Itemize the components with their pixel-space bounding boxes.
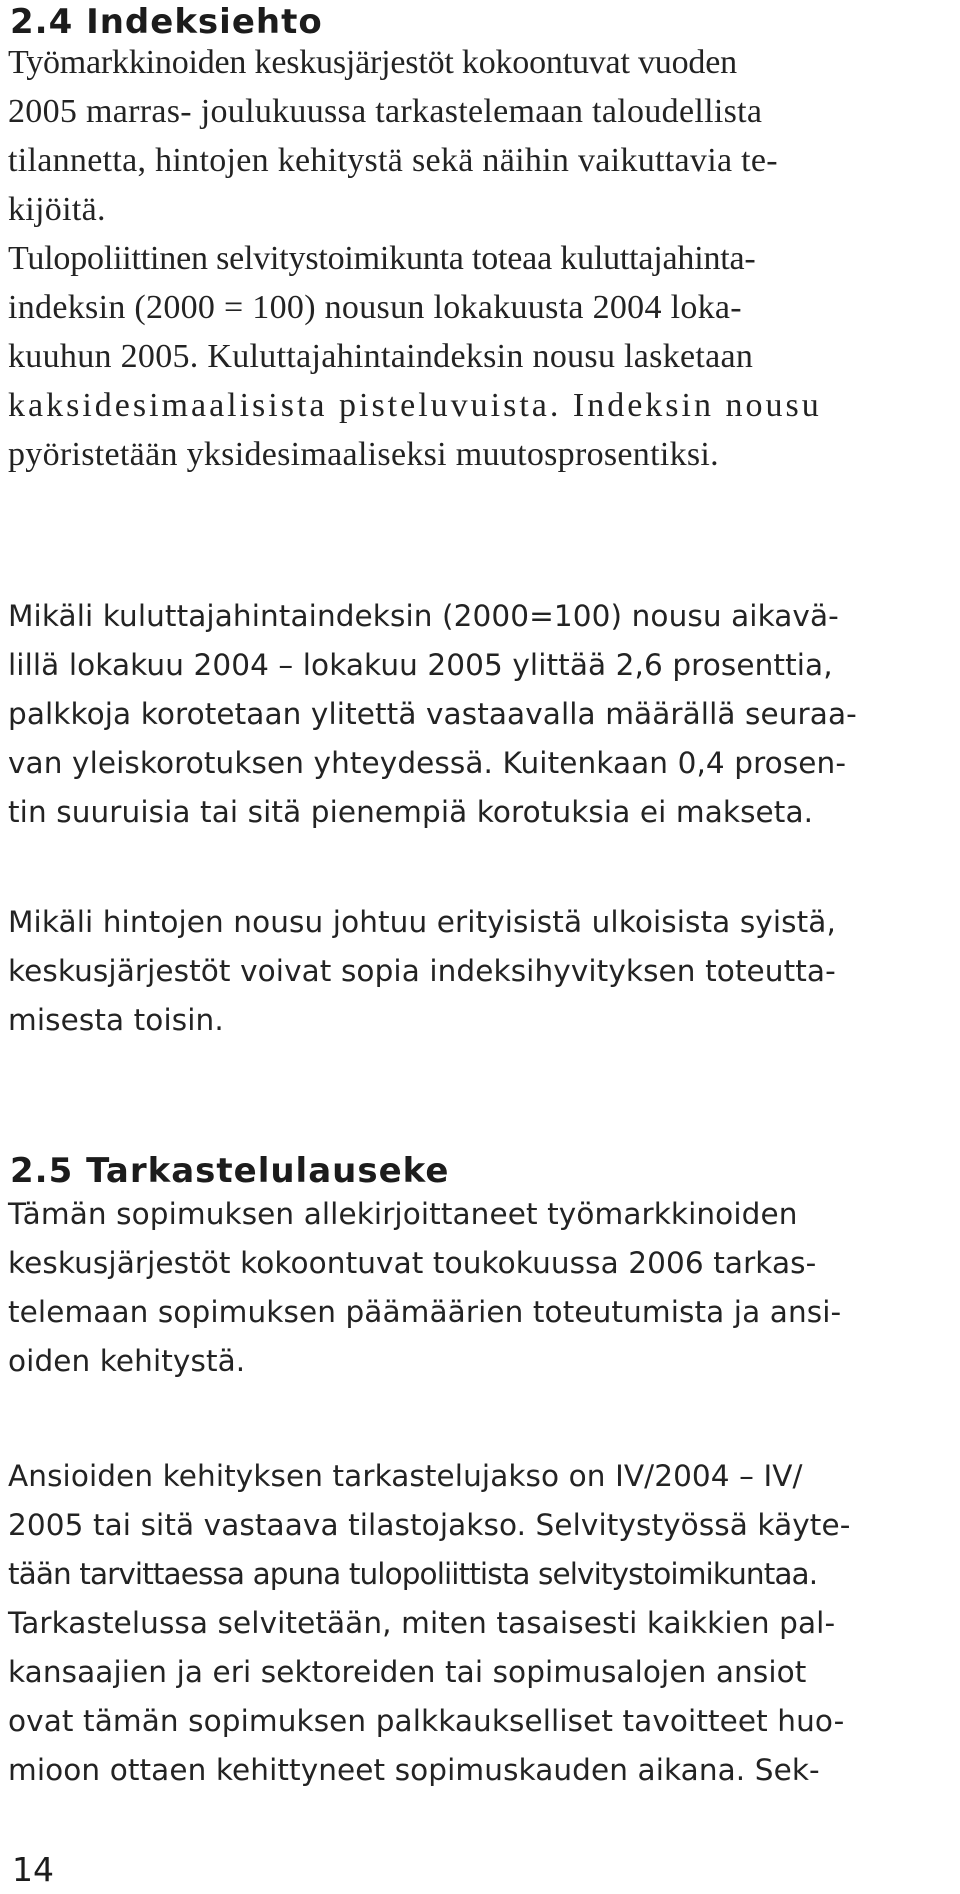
paragraph-line: mioon ottaen kehittyneet sopimuskauden aikana. Sek- — [8, 1753, 820, 1787]
paragraph-line: Tämän sopimuksen allekirjoittaneet työmarkkinoiden — [8, 1197, 798, 1231]
paragraph-6 — [8, 1452, 952, 1795]
paragraph-line: lillä lokakuu 2004 – lokakuu 2005 ylittää 2,6 prosenttia, — [8, 648, 833, 682]
paragraph-line: keskusjärjestöt voivat sopia indeksihyvityksen toteutta- — [8, 954, 836, 988]
paragraph-line: indeksin (2000 = 100) nousun lokakuusta 2004 loka- — [8, 289, 742, 326]
paragraph-line: kijöitä. — [8, 191, 106, 228]
section-heading-2-5: 2.5 Tarkastelulauseke — [10, 1151, 450, 1191]
paragraph-line: kaksidesimaalisista pisteluvuista. Indeksin nousu — [8, 387, 822, 424]
paragraph-line: pyöristetään yksidesimaaliseksi muutosprosentiksi. — [8, 436, 719, 473]
paragraph-line: tään tarvittaessa apuna tulopoliittista selvitystoimikuntaa. — [8, 1557, 818, 1591]
paragraph-1 — [8, 38, 952, 234]
paragraph-line: telemaan sopimuksen päämäärien toteutumista ja ansi- — [8, 1295, 842, 1329]
paragraph-5 — [8, 1190, 952, 1386]
paragraph-line: Mikäli kuluttajahintaindeksin (2000=100) nousu aikavä- — [8, 599, 839, 633]
paragraph-line: oiden kehitystä. — [8, 1344, 246, 1378]
paragraph-line: palkkoja korotetaan ylitettä vastaavalla määrällä seuraa- — [8, 697, 857, 731]
paragraph-2 — [8, 234, 952, 479]
page-number: 14 — [12, 1850, 54, 1889]
paragraph-4 — [8, 898, 952, 1045]
paragraph-line: Mikäli hintojen nousu johtuu erityisistä ulkoisista syistä, — [8, 905, 836, 939]
paragraph-line: van yleiskorotuksen yhteydessä. Kuitenkaan 0,4 prosen- — [8, 746, 847, 780]
paragraph-line: tin suuruisia tai sitä pienempiä korotuksia ei makseta. — [8, 795, 814, 829]
paragraph-3 — [8, 592, 952, 837]
paragraph-line: Tulopoliittinen selvitystoimikunta toteaa kuluttajahinta- — [8, 240, 756, 277]
paragraph-line: keskusjärjestöt kokoontuvat toukokuussa 2006 tarkas- — [8, 1246, 817, 1280]
paragraph-line: 2005 marras- joulukuussa tarkastelemaan taloudellista — [8, 93, 763, 130]
paragraph-line: tilannetta, hintojen kehitystä sekä näihin vaikuttavia te- — [8, 142, 778, 179]
section-heading-2-4: 2.4 Indeksiehto — [10, 2, 323, 42]
paragraph-line: kuuhun 2005. Kuluttajahintaindeksin nousu lasketaan — [8, 338, 754, 375]
paragraph-line: Tarkastelussa selvitetään, miten tasaisesti kaikkien pal- — [8, 1606, 836, 1640]
paragraph-line: ovat tämän sopimuksen palkkaukselliset tavoitteet huo- — [8, 1704, 845, 1738]
paragraph-line: kansaajien ja eri sektoreiden tai sopimusalojen ansiot — [8, 1655, 807, 1689]
paragraph-line: misesta toisin. — [8, 1003, 224, 1037]
paragraph-line: Ansioiden kehityksen tarkastelujakso on IV/2004 – IV/ — [8, 1459, 803, 1493]
paragraph-line: 2005 tai sitä vastaava tilastojakso. Selvitystyössä käyte- — [8, 1508, 851, 1542]
paragraph-line: Työmarkkinoiden keskusjärjestöt kokoontuvat vuoden — [8, 44, 737, 81]
